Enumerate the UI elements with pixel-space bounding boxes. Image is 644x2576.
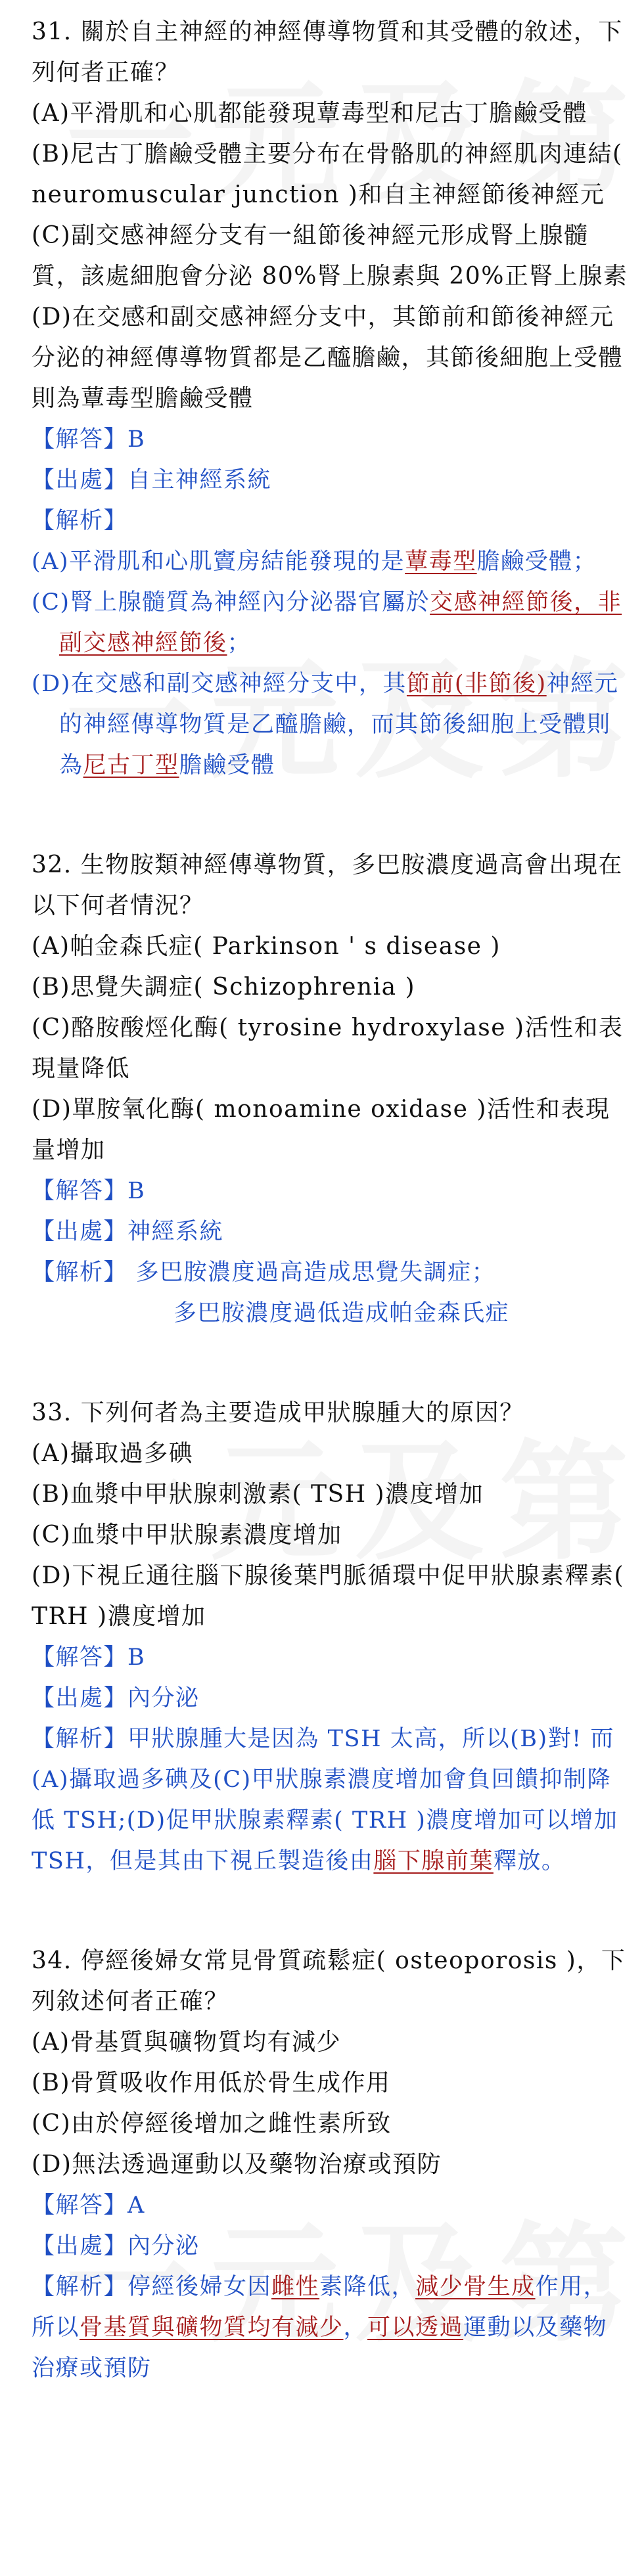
source-line: [32, 2226, 630, 2267]
source-line: [32, 1678, 630, 1719]
explanation-block: [32, 2267, 630, 2389]
explanation-highlight: 減少骨生成: [415, 2274, 536, 2300]
answer-label: 【解答】: [32, 1178, 128, 1204]
answer-value: B: [127, 1644, 146, 1671]
explanation-text: 釋放。: [493, 1848, 566, 1874]
option-c: (C)由於停經後增加之雌性素所致: [32, 2110, 392, 2137]
answer-value: A: [127, 2192, 145, 2219]
explanation-item-a: [32, 541, 630, 582]
explanation-highlight: 節前(非節後): [406, 671, 547, 697]
question-stem: 34. 停經後婦女常見骨質疏鬆症( osteoporosis )，下列敘述何者正確？: [32, 1947, 626, 2015]
explanation-text: (C)腎上腺髓質為神經內分泌器官屬於: [32, 589, 430, 616]
source-value: 神經系統: [127, 1219, 224, 1245]
option-b: (B)骨質吸收作用低於骨生成作用: [32, 2069, 391, 2096]
explanation-label: 【解析】: [32, 2274, 128, 2300]
question-stem: 31. 關於自主神經的神經傳導物質和其受體的敘述，下列何者正確？: [32, 18, 623, 86]
explanation-text: ；: [227, 630, 252, 656]
explanation-highlight: 骨基質與礦物質均有減少: [80, 2315, 344, 2341]
explanation-text: 停經後婦女因: [127, 2274, 272, 2300]
answer-line: [32, 2185, 630, 2226]
option-a: (A)骨基質與礦物質均有減少: [32, 2029, 342, 2056]
option-d: (D)無法透過運動以及藥物治療或預防: [32, 2151, 442, 2178]
option-d: (D)單胺氧化酶( monoamine oxidase )活性和表現量增加: [32, 1096, 610, 1164]
explanation-text: 多巴胺濃度過高造成思覺失調症；: [135, 1259, 496, 1286]
explanation-text: 素降低，: [319, 2274, 416, 2300]
answer-value: B: [127, 426, 146, 453]
explanation-highlight: 尼古丁型: [83, 752, 179, 779]
source-label: 【出處】: [32, 2233, 128, 2259]
question-33: [32, 1393, 630, 1882]
question-stem: 33. 下列何者為主要造成甲狀腺腫大的原因？: [32, 1399, 524, 1426]
answer-label: 【解答】: [32, 2192, 128, 2219]
source-value: 內分泌: [127, 1685, 200, 1711]
option-c: (C)副交感神經分支有一組節後神經元形成腎上腺髓質，該處細胞會分泌 80%腎上腺素與 20%正腎上腺素: [32, 222, 628, 290]
option-a: (A)帕金森氏症( Parkinson ' s disease ): [32, 933, 501, 960]
question-stem: 32. 生物胺類神經傳導物質，多巴胺濃度過高會出現在以下何者情況？: [32, 851, 623, 919]
answer-label: 【解答】: [32, 1644, 128, 1671]
explanation-label: 【解析】: [32, 1259, 128, 1286]
answer-line: [32, 1171, 630, 1211]
explanation-label: 【解析】: [32, 508, 128, 534]
explanation-text: 多巴胺濃度過低造成帕金森氏症: [173, 1300, 510, 1326]
option-d: (D)下視丘通往腦下腺後葉門脈循環中促甲狀腺素釋素( TRH )濃度增加: [32, 1562, 624, 1630]
answer-line: [32, 419, 630, 460]
explanation-highlight: 腦下腺前葉: [373, 1848, 494, 1874]
explanation-highlight: 可以透過: [367, 2315, 464, 2341]
source-label: 【出處】: [32, 1685, 128, 1711]
explanation-label: 【解析】: [32, 1726, 128, 1752]
explanation-text: 作用，所以: [32, 2274, 608, 2341]
explanation-text: ，: [343, 2315, 368, 2341]
question-31: [32, 12, 630, 786]
explanation-item-c: [32, 582, 630, 664]
explanation-text: (D)在交感和副交感神經分支中，其: [32, 671, 407, 697]
answer-line: [32, 1637, 630, 1678]
option-a: (A)攝取過多碘: [32, 1440, 194, 1467]
source-value: 自主神經系統: [127, 467, 272, 493]
source-line: [32, 460, 630, 501]
explanation-text: 神經元的神經傳導物質是乙醯膽鹼，而其節後細胞上受體則為: [59, 671, 619, 779]
explanation-text: 膽鹼受體；: [476, 549, 597, 575]
answer-label: 【解答】: [32, 426, 128, 453]
answer-value: B: [127, 1178, 146, 1204]
option-a: (A)平滑肌和心肌都能發現蕈毒型和尼古丁膽鹼受體: [32, 100, 588, 127]
explanation-text: 甲狀腺腫大是因為 TSH 太高，所以(B)對! 而(A)攝取過多碘及(C)甲狀腺素濃度增加會負回饋抑制降低 TSH;(D)促甲狀腺素釋素( TRH )濃度增加可以增加 TSH，但是其由下視丘製造後由: [32, 1726, 618, 1874]
option-b: (B)血漿中甲狀腺刺激素( TSH )濃度增加: [32, 1481, 484, 1508]
option-c: (C)酪胺酸烴化酶( tyrosine hydroxylase )活性和表現量降低: [32, 1014, 624, 1082]
explanation-text: 膽鹼受體: [179, 752, 275, 779]
option-b: (B)尼古丁膽鹼受體主要分布在骨骼肌的神經肌肉連結( neuromuscular junction )和自主神經節後神經元: [32, 141, 623, 208]
option-d: (D)在交感和副交感神經分支中，其節前和節後神經元分泌的神經傳導物質都是乙醯膽鹼，其節後細胞上受體則為蕈毒型膽鹼受體: [32, 304, 624, 412]
explanation-text: (A)平滑肌和心肌竇房結能發現的是: [32, 549, 405, 575]
option-c: (C)血漿中甲狀腺素濃度增加: [32, 1522, 342, 1548]
explanation-highlight: 交感神經節後，非副交感神經節後: [59, 589, 622, 656]
source-label: 【出處】: [32, 467, 128, 493]
explanation-block: [32, 1252, 630, 1334]
source-line: [32, 1211, 630, 1252]
question-32: [32, 845, 630, 1334]
option-b: (B)思覺失調症( Schizophrenia ): [32, 974, 416, 1001]
explanation-highlight: 雌性: [271, 2274, 320, 2300]
explanation-highlight: 蕈毒型: [405, 549, 477, 575]
source-value: 內分泌: [127, 2233, 200, 2259]
explanation-item-d: [32, 664, 630, 786]
explanation-text: 運動以及藥物治療或預防: [32, 2315, 608, 2382]
source-label: 【出處】: [32, 1219, 128, 1245]
explanation-block: [32, 1719, 630, 1882]
question-34: [32, 1941, 630, 2389]
